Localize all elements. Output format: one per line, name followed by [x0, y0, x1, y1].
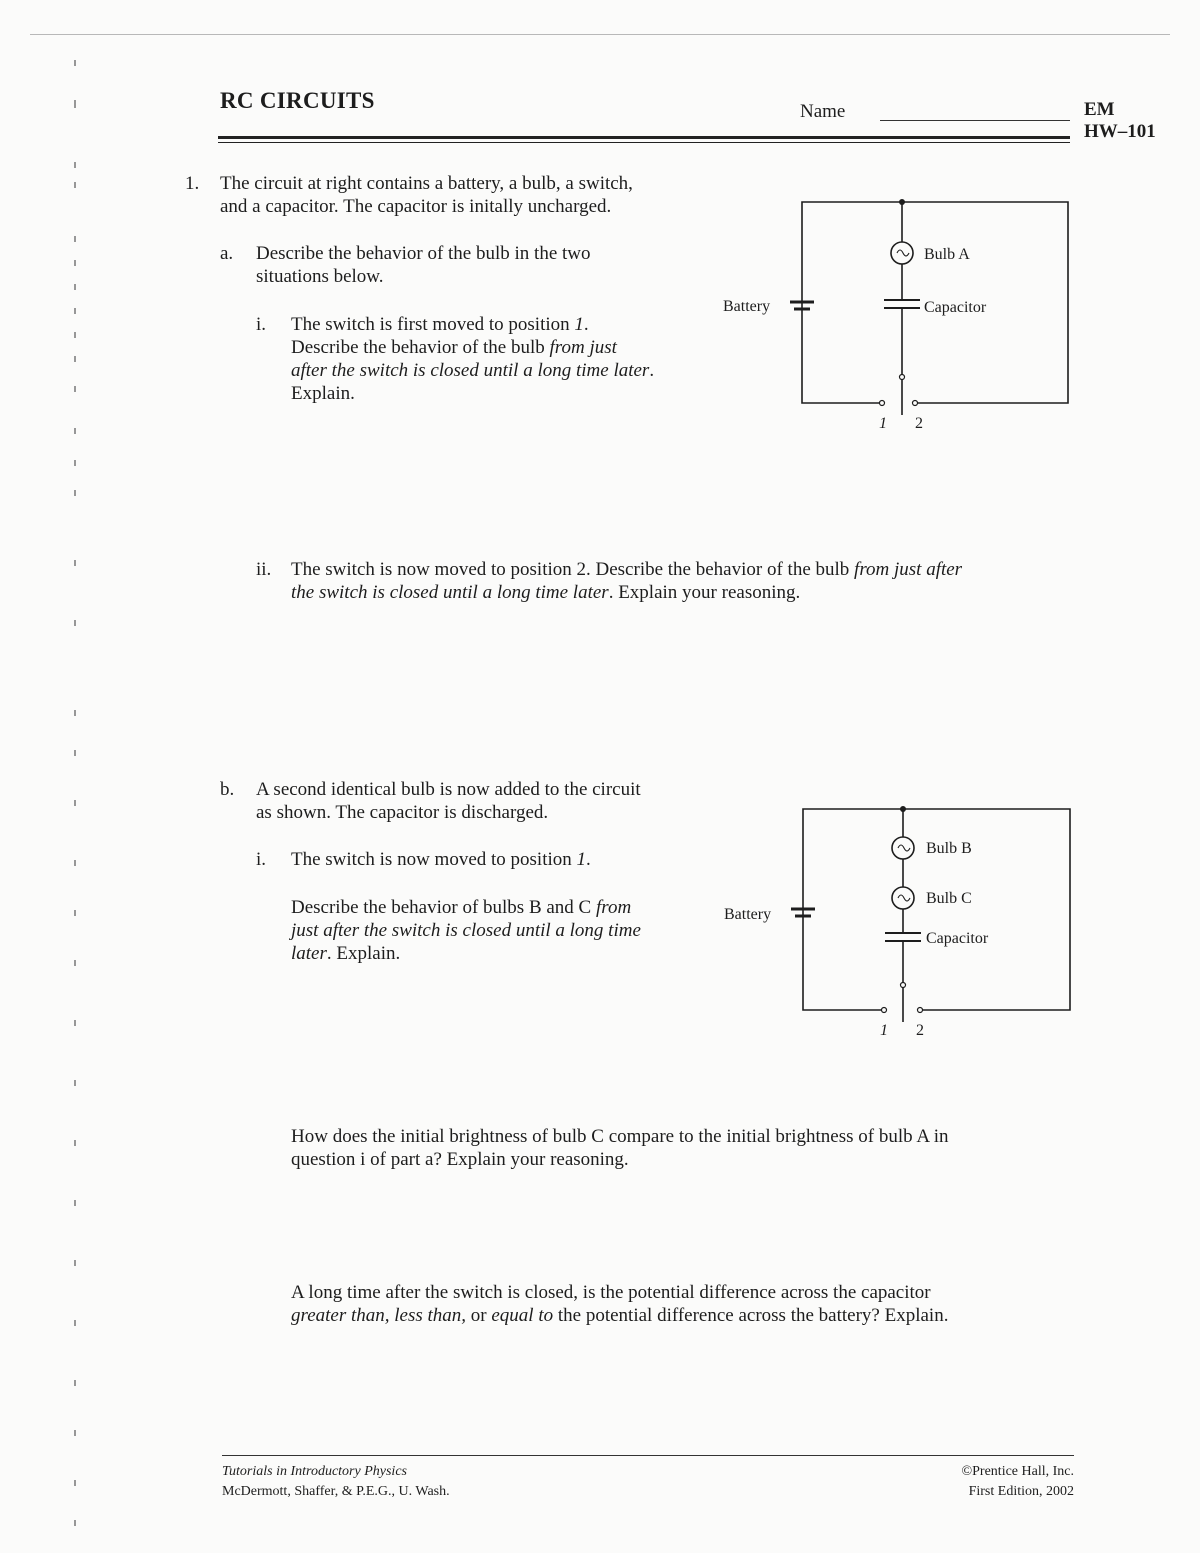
- part-b-label: b.: [220, 779, 235, 800]
- switch-position-2: 2: [916, 1022, 924, 1039]
- capacitor-label: Capacitor: [924, 299, 987, 316]
- part-b-i-line3: just after the switch is closed until a long time: [291, 920, 641, 941]
- footer-rule: [222, 1455, 1074, 1456]
- switch-contact-1: [880, 401, 885, 406]
- worksheet-code-line2: HW–101: [1084, 121, 1156, 142]
- footer-left: [222, 1462, 450, 1502]
- part-b-i-line4: later. Explain.: [291, 943, 401, 964]
- worksheet-code: [1084, 99, 1156, 143]
- switch-position-1: 1: [880, 1022, 888, 1039]
- part-b-i-text: [291, 896, 641, 965]
- part-b-i-label: i.: [256, 849, 267, 870]
- part-b-text: [256, 778, 641, 824]
- switch-position-1: 1: [879, 415, 887, 432]
- footer-edition: First Edition, 2002: [968, 1484, 1074, 1499]
- part-a-i-text: [291, 313, 654, 405]
- name-label: Name: [800, 101, 846, 122]
- circuit-diagram-2: [710, 795, 1090, 1045]
- part-a-ii-line2: the switch is closed until a long time later. Explain your reasoning.: [291, 582, 801, 603]
- part-a-ii-text: [291, 558, 962, 604]
- part-a-label: a.: [220, 243, 234, 264]
- battery-label: Battery: [723, 298, 771, 315]
- battery-label: Battery: [724, 906, 772, 923]
- potential-line2: greater than, less than, or equal to the potential difference across the battery? Explain.: [291, 1305, 949, 1326]
- part-b-line2: as shown. The capacitor is discharged.: [256, 802, 549, 823]
- switch-contact-2: [913, 401, 918, 406]
- page-title: RC CIRCUITS: [220, 88, 375, 113]
- potential-line1: A long time after the switch is closed, is the potential difference across the capacitor: [291, 1282, 931, 1303]
- brightness-question: [291, 1125, 949, 1171]
- name-field-line[interactable]: [880, 120, 1070, 121]
- part-b-line1: A second identical bulb is now added to the circuit: [256, 779, 641, 800]
- part-a-ii-label: ii.: [256, 559, 272, 580]
- capacitor-label: Capacitor: [926, 930, 989, 947]
- footer-authors: McDermott, Shaffer, & P.E.G., U. Wash.: [222, 1484, 450, 1499]
- header-rule-thin: [218, 142, 1070, 143]
- part-a-i-line1: The switch is first moved to position 1.: [291, 314, 589, 335]
- worksheet-code-line1: EM: [1084, 99, 1115, 120]
- part-a-line1: Describe the behavior of the bulb in the two: [256, 243, 591, 264]
- part-a-line2: situations below.: [256, 266, 384, 287]
- footer-copyright: ©Prentice Hall, Inc.: [961, 1464, 1074, 1479]
- bulb-c-icon: [898, 895, 910, 901]
- bulb-c-label: Bulb C: [926, 890, 972, 907]
- circuit-diagram-1: [710, 190, 1090, 440]
- footer-book-title: Tutorials in Introductory Physics: [222, 1464, 407, 1479]
- part-a-text: [256, 242, 591, 288]
- question-intro: [220, 172, 633, 218]
- header-rule-thick: [218, 136, 1070, 139]
- brightness-line2: question i of part a? Explain your reasoning.: [291, 1149, 629, 1170]
- part-b-i-line2: Describe the behavior of bulbs B and C from: [291, 897, 632, 918]
- part-a-ii-line1: The switch is now moved to position 2. Describe the behavior of the bulb from just after: [291, 559, 963, 580]
- scan-top-edge: [30, 34, 1170, 35]
- part-a-i-line2: Describe the behavior of the bulb from just: [291, 337, 617, 358]
- bulb-b-icon: [898, 845, 910, 851]
- part-a-i-line4: Explain.: [291, 383, 355, 404]
- bulb-a-label: Bulb A: [924, 246, 970, 263]
- position-number: 1: [574, 314, 584, 335]
- potential-question: [291, 1281, 948, 1327]
- part-b-i-line1: The switch is now moved to position 1.: [291, 849, 591, 870]
- switch-contact-1: [882, 1008, 887, 1013]
- question-intro-line2: and a capacitor. The capacitor is initally uncharged.: [220, 196, 612, 217]
- bulb-b-label: Bulb B: [926, 840, 972, 857]
- bulb-a-icon: [897, 250, 909, 256]
- switch-position-2: 2: [915, 415, 923, 432]
- footer-right: [962, 1462, 1075, 1502]
- binder-hole-marks: [60, 60, 90, 1540]
- switch-contact-2: [918, 1008, 923, 1013]
- question-intro-line1: The circuit at right contains a battery, a bulb, a switch,: [220, 173, 633, 194]
- part-a-i-label: i.: [256, 314, 267, 335]
- part-a-i-line3: after the switch is closed until a long time later.: [291, 360, 655, 381]
- question-number: 1.: [185, 173, 200, 194]
- brightness-line1: How does the initial brightness of bulb C compare to the initial brightness of bulb A in: [291, 1126, 949, 1147]
